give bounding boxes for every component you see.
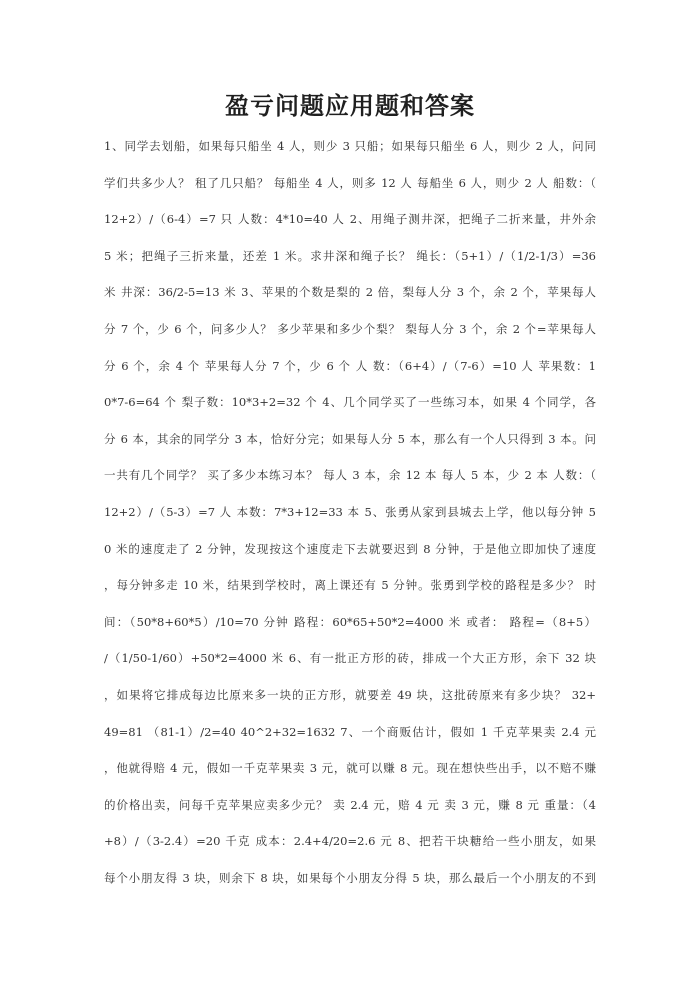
text-line: 分 6 本，其余的同学分 3 本，恰好分完；如果每人分 5 本，那么有一个人只得到 3 本。问 [104, 431, 596, 446]
text-line: 1、同学去划船，如果每只船坐 4 人，则少 3 只船；如果每只船坐 6 人，则少 2 人，问同 [104, 139, 596, 153]
text-line: 分 7 个，少 6 个，问多少人？ 多少苹果和多少个梨？ 梨每人分 3 个，余 2 个=苹果每人 [104, 321, 596, 336]
text-line: 分 6 个，余 4 个 苹果每人分 7 个，少 6 个 人 数：（6+4）/（7-6）=10 人 苹果数：1 [104, 358, 596, 373]
text-line: 间：（50*8+60*5）/10=70 分钟 路程：60*65+50*2=4000 米 或者： 路程=（8+5） [104, 614, 596, 629]
text-line: /（1/50-1/60）+50*2=4000 米 6、有一批正方形的砖，排成一个大正方形，余下 32 块 [104, 651, 596, 666]
text-line: 12+2）/（5-3）=7 人 本数：7*3+12=33 本 5、张勇从家到县城去上学，他以每分钟 5 [104, 504, 596, 519]
text-line: 每个小朋友得 3 块，则余下 8 块，如果每个小朋友分得 5 块，那么最后一个小朋友的不到 [104, 870, 596, 885]
document-title: 盈亏问题应用题和答案 [225, 92, 475, 120]
document-body [104, 128, 596, 896]
text-line: 学们共多少人？ 租了几只船？ 每船坐 4 人，则多 12 人 每船坐 6 人，则少 2 人 船数：（ [104, 175, 596, 190]
text-line: 0 米的速度走了 2 分钟，发现按这个速度走下去就要迟到 8 分钟，于是他立即加快了速度 [104, 541, 596, 556]
text-line: 米 井深：36/2-5=13 米 3、苹果的个数是梨的 2 倍，梨每人分 3 个，余 2 个，苹果每人 [104, 285, 596, 300]
text-line: 一共有几个同学？ 买了多少本练习本？ 每人 3 本，余 12 本 每人 5 本，少 2 本 人数：（ [104, 468, 596, 483]
text-line: 49=81 （81-1）/2=40 40^2+32=1632 7、一个商贩估计，假如 1 千克苹果卖 2.4 元 [104, 724, 596, 739]
text-line: ，他就得赔 4 元，假如一千克苹果卖 3 元，就可以赚 8 元。现在想快些出手，以不赔不赚 [104, 761, 596, 776]
text-line: 12+2）/（6-4）=7 只 人数：4*10=40 人 2、用绳子测井深，把绳子二折来量，井外余 [104, 212, 596, 227]
text-line: ，如果将它排成每边比原来多一块的正方形，就要差 49 块，这批砖原来有多少块？ 32+ [104, 687, 596, 702]
text-line: 0*7-6=64 个 梨子数：10*3+2=32 个 4、几个同学买了一些练习本，如果 4 个同学，各 [104, 395, 596, 410]
text-line: ，每分钟多走 10 米，结果到学校时，离上课还有 5 分钟。张勇到学校的路程是多少？ 时 [104, 578, 596, 593]
text-line: +8）/（3-2.4）=20 千克 成本：2.4+4/20=2.6 元 8、把若干块糖给一些小朋友，如果 [104, 834, 596, 849]
text-line: 的价格出卖，问每千克苹果应卖多少元？ 卖 2.4 元，赔 4 元 卖 3 元，赚 8 元 重量：（4 [104, 797, 596, 812]
text-line: 5 米；把绳子三折来量，还差 1 米。求井深和绳子长？ 绳长：（5+1）/（1/2-1/3）=36 [104, 248, 596, 263]
